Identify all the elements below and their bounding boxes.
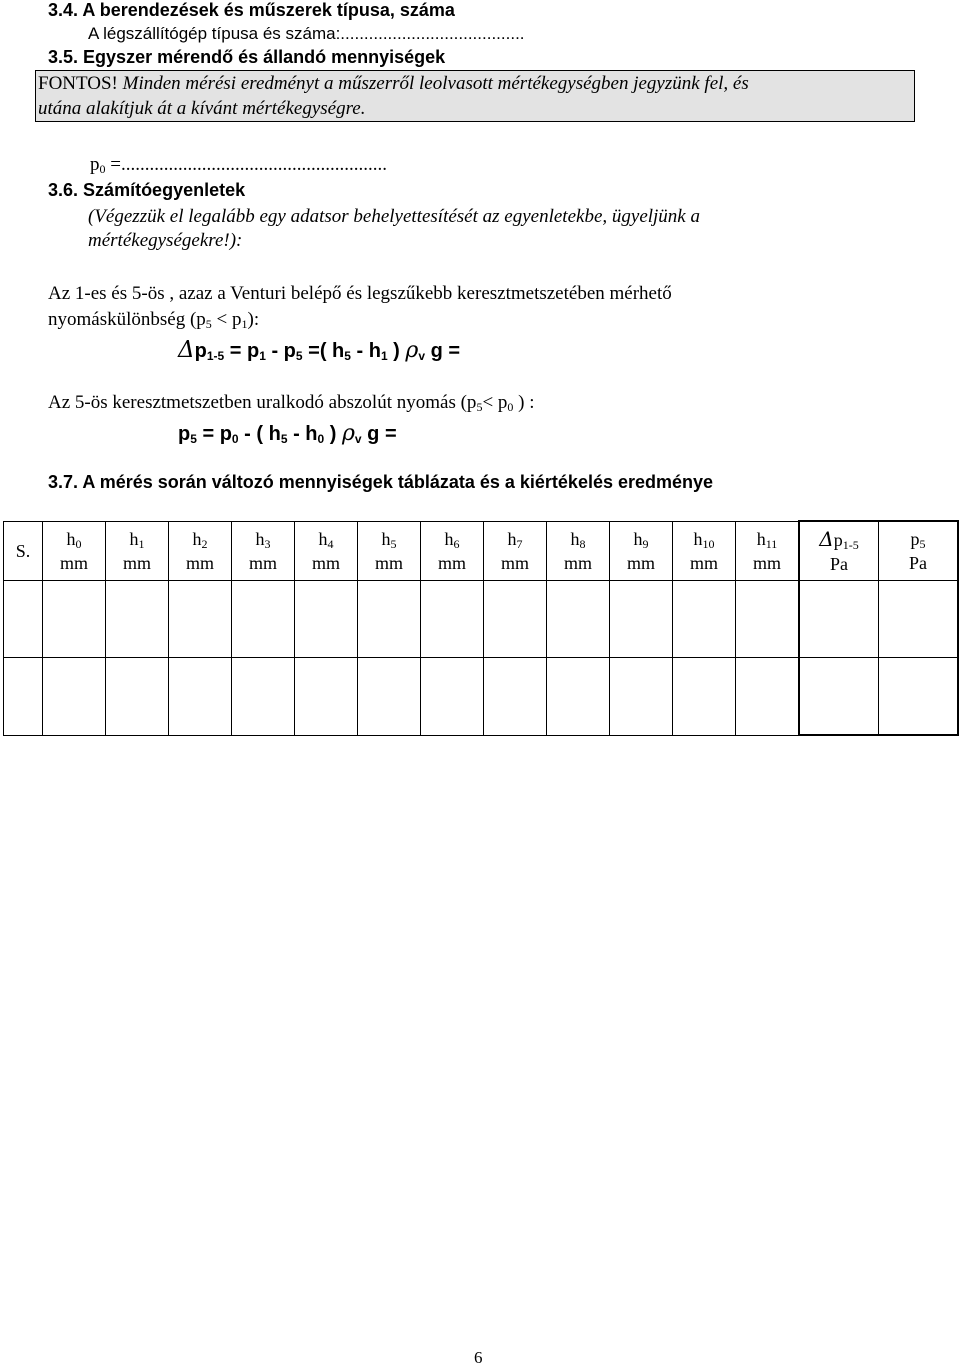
table-cell[interactable]	[169, 581, 232, 658]
table-header-h11: $h_{11}$ mm	[736, 521, 800, 581]
table-cell[interactable]	[358, 581, 421, 658]
table-cell[interactable]	[547, 658, 610, 736]
table-cell[interactable]	[169, 658, 232, 736]
section-3-6-note-line-1: (Végezzük el legalább egy adatsor behelyettesítését az egyenletekbe, ügyeljünk a	[88, 206, 700, 227]
important-note-line-2: utána alakítjuk át a kívánt mértékegységre.	[38, 98, 366, 119]
table-header-row	[4, 521, 959, 581]
blower-type-line: A légszállítógép típusa és száma:.......................................	[88, 24, 525, 43]
table-cell[interactable]	[799, 581, 879, 658]
table-cell[interactable]	[106, 581, 169, 658]
table-header-p5: $p_5$ Pa	[879, 521, 959, 581]
section-3-4-heading	[48, 0, 455, 21]
table-cell[interactable]	[232, 581, 295, 658]
absolute-pressure-equation: $p_5 = p_0$ - ( $h_5 - h_0$ ) $\rho_v$ g =	[178, 421, 397, 446]
table-cell[interactable]	[799, 658, 879, 736]
table-cell[interactable]	[4, 658, 43, 736]
delta-symbol: Δ	[178, 337, 195, 363]
table-cell[interactable]	[421, 658, 484, 736]
table-cell[interactable]	[879, 658, 959, 736]
table-header-dp15: $\Delta p_{1-5}$ Pa	[799, 521, 879, 581]
table-cell[interactable]	[736, 581, 800, 658]
page-number: 6	[474, 1348, 483, 1367]
section-number: 3.5.	[48, 47, 79, 67]
table-cell[interactable]	[295, 658, 358, 736]
rho-symbol: ρ	[405, 338, 419, 363]
important-note-line-1: FONTOS! Minden mérési eredményt a műszerről leolvasott mértékegységben jegyzünk fel, és	[38, 73, 749, 94]
table-row	[4, 581, 959, 658]
section-number: 3.7.	[48, 472, 79, 492]
venturi-text-line-2: nyomáskülönbség $(p_5 < p_1)$:	[48, 309, 260, 331]
table-header-h7: $h_7$ mm	[484, 521, 547, 581]
table-cell[interactable]	[879, 581, 959, 658]
table-cell[interactable]	[736, 658, 800, 736]
table-cell[interactable]	[673, 581, 736, 658]
table-cell[interactable]	[484, 658, 547, 736]
table-cell[interactable]	[4, 581, 43, 658]
section-title: A berendezések és műszerek típusa, száma	[82, 0, 455, 20]
absolute-pressure-text: Az 5-ös keresztmetszetben uralkodó abszolút nyomás ($p_5< p_0$ ) :	[48, 392, 535, 414]
section-3-6-note-line-2: mértékegységekre!):	[88, 230, 243, 251]
table-header-h10: $h_{10}$ mm	[673, 521, 736, 581]
table-cell[interactable]	[295, 581, 358, 658]
table-cell[interactable]	[358, 658, 421, 736]
section-title: Számítóegyenletek	[83, 180, 246, 200]
important-label: FONTOS!	[38, 73, 118, 94]
table-cell[interactable]	[232, 658, 295, 736]
table-cell[interactable]	[106, 658, 169, 736]
section-3-5-heading	[48, 47, 445, 68]
table-cell[interactable]	[673, 658, 736, 736]
table-cell[interactable]	[610, 658, 673, 736]
table-cell[interactable]	[484, 581, 547, 658]
table-cell[interactable]	[43, 581, 106, 658]
section-3-7-heading	[48, 472, 713, 493]
table-header-h6: $h_6$ mm	[421, 521, 484, 581]
table-header-h4: $h_4$ mm	[295, 521, 358, 581]
table-header-serial: S.	[4, 521, 43, 581]
pressure-difference-equation: $\Delta p_{1-5} = p_1 - p_5$ =( $h_5 - h_1$ ) $\rho_v$ g =	[178, 337, 461, 363]
table-cell[interactable]	[43, 658, 106, 736]
table-header-h0: $h_0$ mm	[43, 521, 106, 581]
table-header-h1: $h_1$ mm	[106, 521, 169, 581]
table-cell[interactable]	[547, 581, 610, 658]
table-header-h9: $h_9$ mm	[610, 521, 673, 581]
section-number: 3.4.	[48, 0, 79, 20]
table-header-h8: $h_8$ mm	[547, 521, 610, 581]
p0-line: $p_0$ =........................................................	[90, 154, 387, 176]
table-cell[interactable]	[421, 581, 484, 658]
section-title: A mérés során változó mennyiségek táblázata és a kiértékelés eredménye	[82, 472, 714, 492]
table-row	[4, 658, 959, 736]
table-header-h2: $h_2$ mm	[169, 521, 232, 581]
section-3-6-heading	[48, 180, 245, 201]
table-cell[interactable]	[610, 581, 673, 658]
venturi-text-line-1: Az 1-es és 5-ös , azaz a Venturi belépő és legszűkebb keresztmetszetében mérhető	[48, 283, 672, 304]
table-header-h3: $h_3$ mm	[232, 521, 295, 581]
table-header-h5: $h_5$ mm	[358, 521, 421, 581]
section-number: 3.6.	[48, 180, 79, 200]
measurement-table	[3, 520, 959, 736]
important-note-box	[35, 70, 915, 122]
rho-symbol: ρ	[341, 421, 355, 446]
section-title: Egyszer mérendő és állandó mennyiségek	[83, 47, 446, 67]
